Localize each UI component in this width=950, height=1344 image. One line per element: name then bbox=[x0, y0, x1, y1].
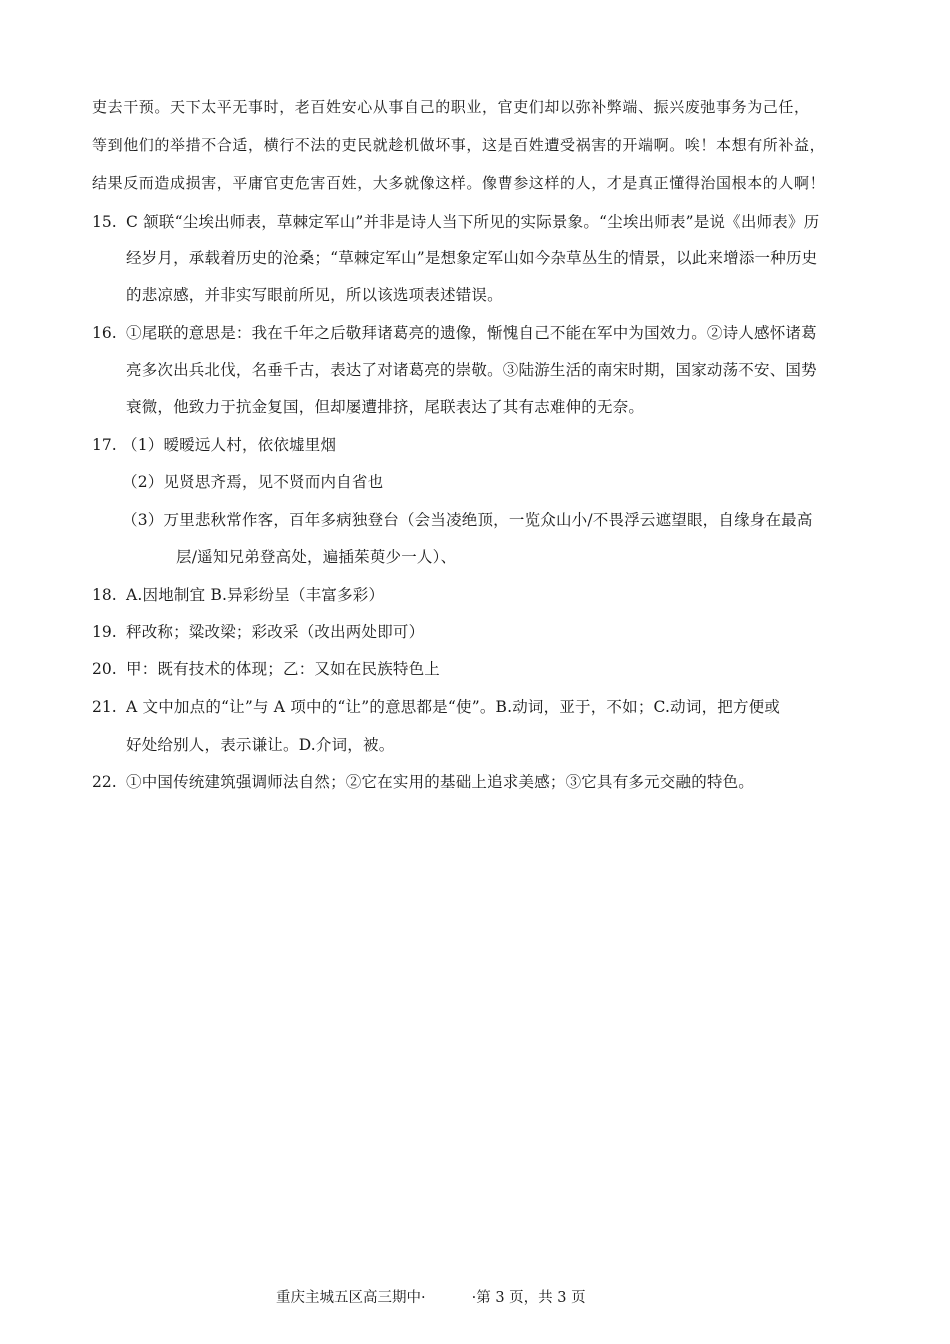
text-line: 甲：既有技术的体现；乙：又如在民族特色上 bbox=[126, 660, 441, 678]
text-line: ①中国传统建筑强调师法自然；②它在实用的基础上追求美感；③它具有多元交融的特色。 bbox=[126, 773, 755, 791]
question-number: 19. bbox=[92, 623, 117, 641]
text-line: （3）万里悲秋常作客，百年多病独登台（会当凌绝顶，一览众山小/不畏浮云遮望眼，自缘身在最高 bbox=[122, 511, 813, 529]
text-line: 结果反而造成损害，平庸官吏危害百姓，大多就像这样。像曹参这样的人，才是真正懂得治国根本的人啊！ bbox=[92, 174, 826, 192]
text-line: 好处给别人，表示谦让。D.介词，被。 bbox=[126, 736, 395, 754]
question-number: 21. bbox=[92, 698, 117, 716]
question-number: 22. bbox=[92, 773, 117, 791]
text-line: 层/遥知兄弟登高处，遍插茱萸少一人）、 bbox=[176, 548, 457, 566]
text-line: （2）见贤思齐焉，见不贤而内自省也 bbox=[122, 473, 384, 491]
text-line: C 颔联“尘埃出师表，草棘定军山”并非是诗人当下所见的实际景象。“尘埃出师表”是说《出师表》历 bbox=[126, 213, 820, 231]
text-line: 的悲凉感，并非实写眼前所见，所以该选项表述错误。 bbox=[126, 286, 503, 304]
question-number: 20. bbox=[92, 660, 117, 678]
text-line: ①尾联的意思是：我在千年之后敬拜诸葛亮的遗像，惭愧自己不能在军中为国效力。②诗人感怀诸葛 bbox=[126, 324, 817, 342]
footer-exam-name: 重庆主城五区高三期中· bbox=[276, 1290, 426, 1306]
question-number: 16. bbox=[92, 324, 117, 342]
page-footer bbox=[276, 1288, 586, 1308]
question-number: 15. bbox=[92, 213, 117, 231]
text-line: A 文中加点的“让”与 A 项中的“让”的意思都是“使”。B.动词，亚于，不如；C.动词，把方便或 bbox=[126, 698, 781, 716]
text-line: A.因地制宜 B.异彩纷呈（丰富多彩） bbox=[126, 586, 385, 604]
text-line: 等到他们的举措不合适，横行不法的吏民就趁机做坏事，这是百姓遭受祸害的开端啊。唉！本想有所补益， bbox=[92, 136, 826, 154]
text-line: （1）暧暧远人村，依依墟里烟 bbox=[122, 436, 337, 454]
question-number: 17. bbox=[92, 436, 117, 454]
text-line: 吏去干预。天下太平无事时，老百姓安心从事自己的职业，官吏们却以弥补弊端、振兴废弛事务为己任， bbox=[92, 98, 810, 116]
footer-page-number: ·第 3 页，共 3 页 bbox=[471, 1290, 586, 1306]
text-line: 秤改称；粱改梁；彩改采（改出两处即可） bbox=[126, 623, 425, 641]
text-line: 经岁月，承载着历史的沧桑；“草棘定军山”是想象定军山如今杂草丛生的情景，以此来增添一种历史 bbox=[126, 249, 818, 267]
watermark bbox=[397, 440, 783, 769]
question-number: 18. bbox=[92, 586, 117, 604]
text-line: 亮多次出兵北伐，名垂千古，表达了对诸葛亮的崇敬。③陆游生活的南宋时期，国家动荡不安、国势 bbox=[126, 361, 817, 379]
text-line: 衰微，他致力于抗金复国，但却屡遭排挤，尾联表达了其有志难伸的无奈。 bbox=[126, 398, 645, 416]
